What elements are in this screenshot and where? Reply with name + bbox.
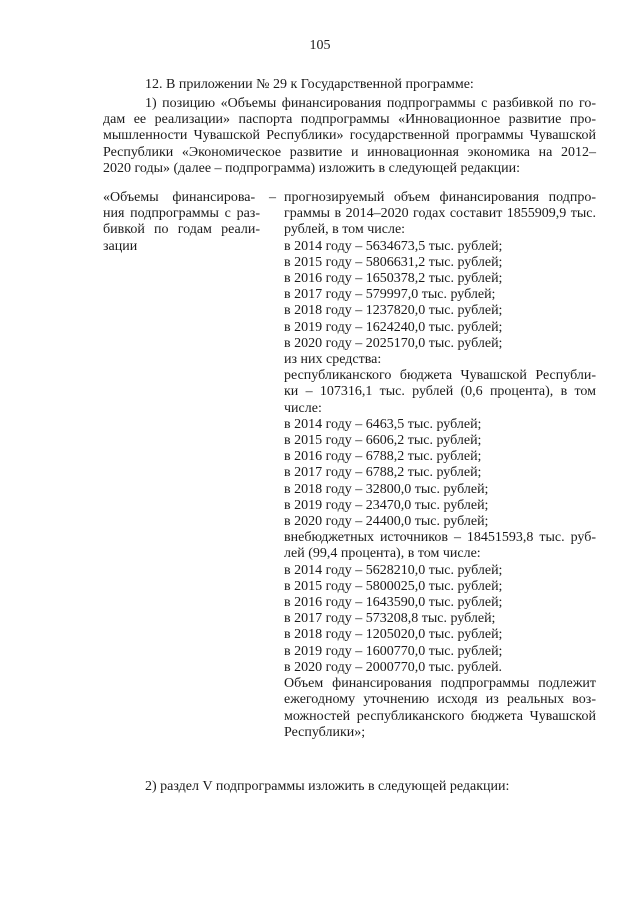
republic-year-line: в 2017 году – 6788,2 тыс. рублей; bbox=[284, 465, 482, 481]
financing-cell bbox=[284, 190, 596, 741]
total-year-line: в 2016 году – 1650378,2 тыс. рублей; bbox=[284, 271, 503, 287]
item-12-text: 12. В приложении № 29 к Государственной программе: bbox=[145, 77, 474, 92]
position-label-line: зации bbox=[103, 238, 138, 254]
item-1-line: Республики «Экономическое развитие и инновационная экономика на 2012– bbox=[103, 144, 596, 160]
page-number: 105 bbox=[309, 38, 331, 53]
note-line: ежегодному уточнению исходя из реальных воз- bbox=[284, 692, 596, 708]
republic-year-line: в 2019 году – 23470,0 тыс. рублей; bbox=[284, 497, 489, 513]
total-line: рублей, в том числе: bbox=[284, 222, 406, 238]
republic-budget-line: числе: bbox=[284, 400, 322, 416]
republic-budget-line: ки – 107316,1 тыс. рублей (0,6 процента), в том bbox=[284, 384, 596, 400]
extrabudget-line: внебюджетных источников – 18451593,8 тыс. руб- bbox=[284, 530, 596, 546]
republic-year-line: в 2020 году – 24400,0 тыс. рублей; bbox=[284, 514, 489, 530]
republic-budget-line: республиканского бюджета Чувашской Республи- bbox=[284, 368, 596, 384]
position-label-line: ния подпрограммы с раз- bbox=[103, 206, 260, 222]
note-line: Объем финансирования подпрограммы подлежит bbox=[284, 676, 596, 692]
position-label-cell bbox=[103, 190, 276, 255]
total-year-line: в 2020 году – 2025170,0 тыс. рублей; bbox=[284, 335, 503, 351]
extrabudget-year-line: в 2016 году – 1643590,0 тыс. рублей; bbox=[284, 595, 503, 611]
of-which-label: из них средства: bbox=[284, 352, 382, 368]
republic-year-line: в 2015 году – 6606,2 тыс. рублей; bbox=[284, 433, 482, 449]
position-label-line: бивкой по годам реали- bbox=[103, 222, 260, 238]
item-1-line: 1) позицию «Объемы финансирования подпрограммы с разбивкой по го- bbox=[145, 96, 596, 111]
republic-year-line: в 2016 году – 6788,2 тыс. рублей; bbox=[284, 449, 482, 465]
item-2-text: 2) раздел V подпрограммы изложить в следующей редакции: bbox=[145, 779, 510, 794]
total-year-line: в 2018 году – 1237820,0 тыс. рублей; bbox=[284, 303, 503, 319]
republic-year-line: в 2014 году – 6463,5 тыс. рублей; bbox=[284, 416, 482, 432]
item-1-paragraph bbox=[103, 96, 596, 177]
extrabudget-year-line: в 2014 году – 5628210,0 тыс. рублей; bbox=[284, 562, 503, 578]
item-1-line: дам ее реализации» паспорта подпрограммы «Инновационное развитие про- bbox=[103, 112, 596, 128]
extrabudget-year-line: в 2018 году – 1205020,0 тыс. рублей; bbox=[284, 627, 503, 643]
extrabudget-year-line: в 2017 году – 573208,8 тыс. рублей; bbox=[284, 611, 496, 627]
item-1-line: 2020 годы» (далее – подпрограмма) изложить в следующей редакции: bbox=[103, 160, 520, 176]
extrabudget-year-line: в 2015 году – 5800025,0 тыс. рублей; bbox=[284, 578, 503, 594]
total-year-line: в 2019 году – 1624240,0 тыс. рублей; bbox=[284, 319, 503, 335]
total-year-line: в 2017 году – 579997,0 тыс. рублей; bbox=[284, 287, 496, 303]
extrabudget-line: лей (99,4 процента), в том числе: bbox=[284, 546, 481, 562]
note-line: Республики»; bbox=[284, 724, 366, 740]
item-2-paragraph bbox=[103, 779, 596, 795]
item-1-line: мышленности Чувашской Республики» государственной программы Чувашской bbox=[103, 128, 596, 144]
total-year-line: в 2014 году – 5634673,5 тыс. рублей; bbox=[284, 238, 503, 254]
total-year-line: в 2015 году – 5806631,2 тыс. рублей; bbox=[284, 254, 503, 270]
total-line: граммы в 2014–2020 годах составит 1855909,9 тыс. bbox=[284, 206, 596, 222]
extrabudget-year-line: в 2019 году – 1600770,0 тыс. рублей; bbox=[284, 643, 503, 659]
total-line: прогнозируемый объем финансирования подпро- bbox=[284, 190, 596, 205]
note-line: можностей республиканского бюджета Чувашской bbox=[284, 708, 596, 724]
item-12-heading bbox=[103, 77, 596, 93]
extrabudget-year-line: в 2020 году – 2000770,0 тыс. рублей. bbox=[284, 659, 503, 675]
position-label-line: «Объемы финансирова- – bbox=[103, 190, 276, 205]
republic-year-line: в 2018 году – 32800,0 тыс. рублей; bbox=[284, 481, 489, 497]
